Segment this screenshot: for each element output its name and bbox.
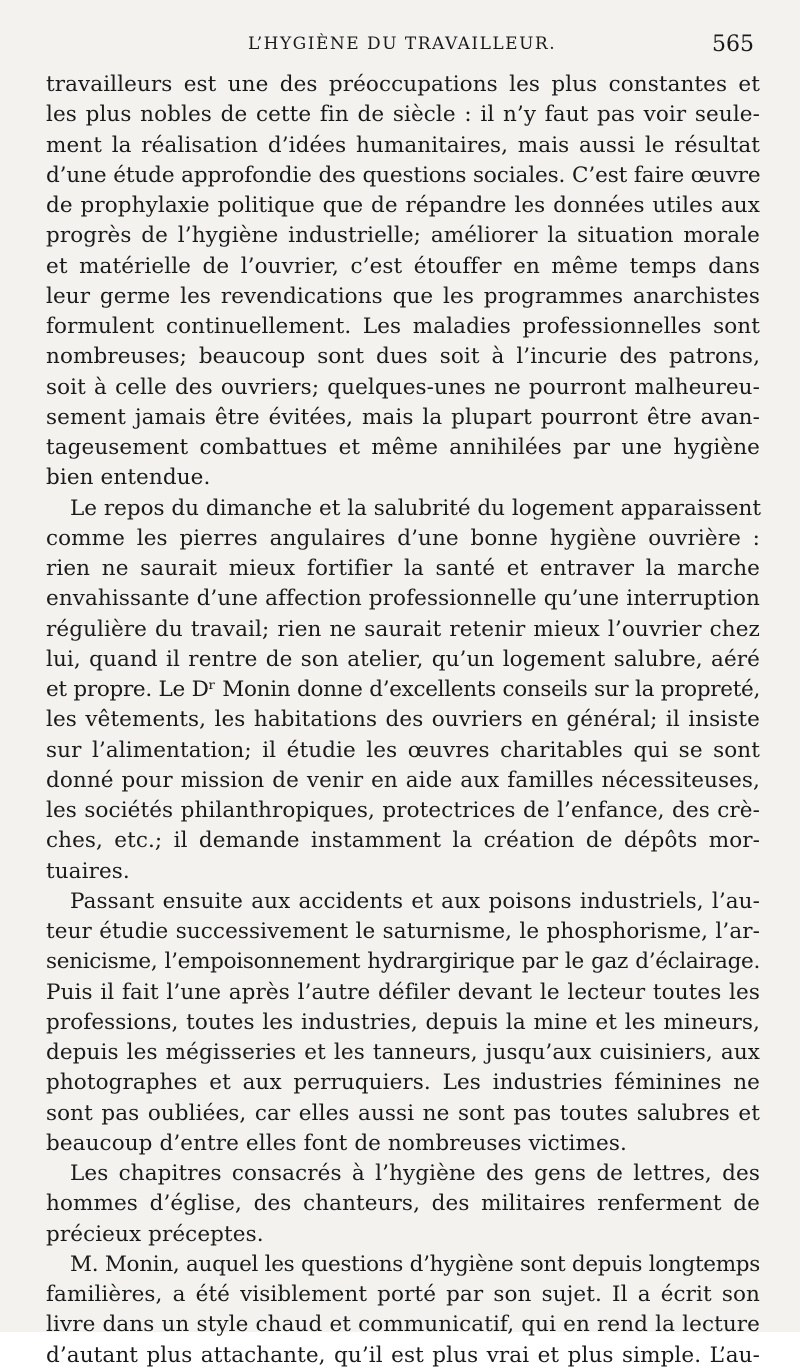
text-line: M. Monin, auquel les questions d’hygiène sont depuis longtemps: [70, 1251, 760, 1277]
text-line: envahissante d’une affection professionnelle qu’une interruption: [46, 586, 760, 612]
text-line: sement jamais être évitées, mais la plupart pourront être avan-: [46, 404, 760, 430]
running-title: L’HYGIÈNE DU TRAVAILLEUR.: [248, 34, 557, 54]
text-line: précieux préceptes.: [46, 1221, 264, 1247]
text-line: professions, toutes les industries, depuis la mine et les mineurs,: [46, 1009, 760, 1035]
text-line: les sociétés philanthropiques, protectrices de l’enfance, des crè-: [46, 798, 760, 823]
text-line: sont pas oubliées, car elles aussi ne sont pas toutes salubres et: [46, 1100, 760, 1126]
text-line: d’autant plus attachante, qu’il est plus vrai et plus simple. L’au-: [46, 1342, 760, 1368]
text-line: et propre. Le Dʳ Monin donne d’excellents conseils sur la propreté,: [46, 677, 760, 702]
text-line: d’une étude approfondie des questions sociales. C’est faire œuvre: [46, 162, 761, 188]
text-line: hommes d’église, des chanteurs, des militaires renferment de: [46, 1191, 760, 1217]
text-line: leur germe les revendications que les programmes anarchistes: [46, 283, 760, 309]
text-line: comme les pierres angulaires d’une bonne hygiène ouvrière :: [46, 525, 760, 551]
text-line: familières, a été visiblement porté par son sujet. Il a écrit son: [46, 1282, 760, 1307]
text-line: senicisme, l’empoisonnement hydrargirique par le gaz d’éclairage.: [46, 949, 760, 975]
text-line: sur l’alimentation; il étudie les œuvres charitables qui se sont: [46, 737, 760, 763]
text-line: donné pour mission de venir en aide aux familles nécessiteuses,: [46, 767, 760, 793]
text-line: teur étudie successivement le saturnisme, le phosphorisme, l’ar-: [46, 919, 760, 944]
text-line: ment la réalisation d’idées humanitaires, mais aussi le résultat: [46, 132, 760, 158]
text-line: tageusement combattues et même annihilées par une hygiène: [46, 435, 760, 460]
text-line: bien entendue.: [46, 465, 211, 491]
text-line: tuaires.: [46, 858, 130, 884]
text-line: les plus nobles de cette fin de siècle : il n’y faut pas voir seule-: [46, 102, 760, 128]
page-number: 565: [712, 32, 754, 57]
text-line: photographes et aux perruquiers. Les industries féminines ne: [46, 1070, 760, 1096]
text-line: lui, quand il rentre de son atelier, qu’un logement salubre, aéré: [46, 646, 760, 672]
text-line: depuis les mégisseries et les tanneurs, jusqu’aux cuisiniers, aux: [46, 1040, 760, 1065]
page-header: [0, 32, 800, 62]
text-line: soit à celle des ouvriers; quelques-unes ne pourront malheureu-: [46, 374, 760, 400]
text-line: progrès de l’hygiène industrielle; améliorer la situation morale: [46, 223, 760, 249]
text-line: de prophylaxie politique que de répandre les données utiles aux: [46, 193, 760, 218]
text-line: régulière du travail; rien ne saurait retenir mieux l’ouvrier chez: [46, 616, 760, 642]
text-line: travailleurs est une des préoccupations les plus constantes et: [46, 72, 760, 97]
text-line: Passant ensuite aux accidents et aux poisons industriels, l’au-: [70, 888, 760, 914]
text-line: Puis il fait l’une après l’autre défiler devant le lecteur toutes les: [46, 979, 760, 1005]
text-line: Les chapitres consacrés à l’hygiène des gens de lettres, des: [70, 1161, 760, 1186]
text-line: formulent continuellement. Les maladies professionnelles sont: [46, 314, 760, 339]
text-line: Le repos du dimanche et la salubrité du logement apparaissent: [70, 495, 762, 521]
text-line: beaucoup d’entre elles font de nombreuses victimes.: [46, 1130, 627, 1156]
text-line: les vêtements, les habitations des ouvriers en général; il insiste: [46, 707, 760, 733]
text-line: rien ne saurait mieux fortifier la santé et entraver la marche: [46, 556, 760, 581]
text-line: livre dans un style chaud et communicatif, qui en rend la lecture: [46, 1312, 760, 1338]
text-line: ches, etc.; il demande instamment la création de dépôts mor-: [46, 828, 760, 854]
text-line: nombreuses; beaucoup sont dues soit à l’incurie des patrons,: [46, 344, 760, 370]
text-line: et matérielle de l’ouvrier, c’est étouffer en même temps dans: [46, 253, 760, 279]
